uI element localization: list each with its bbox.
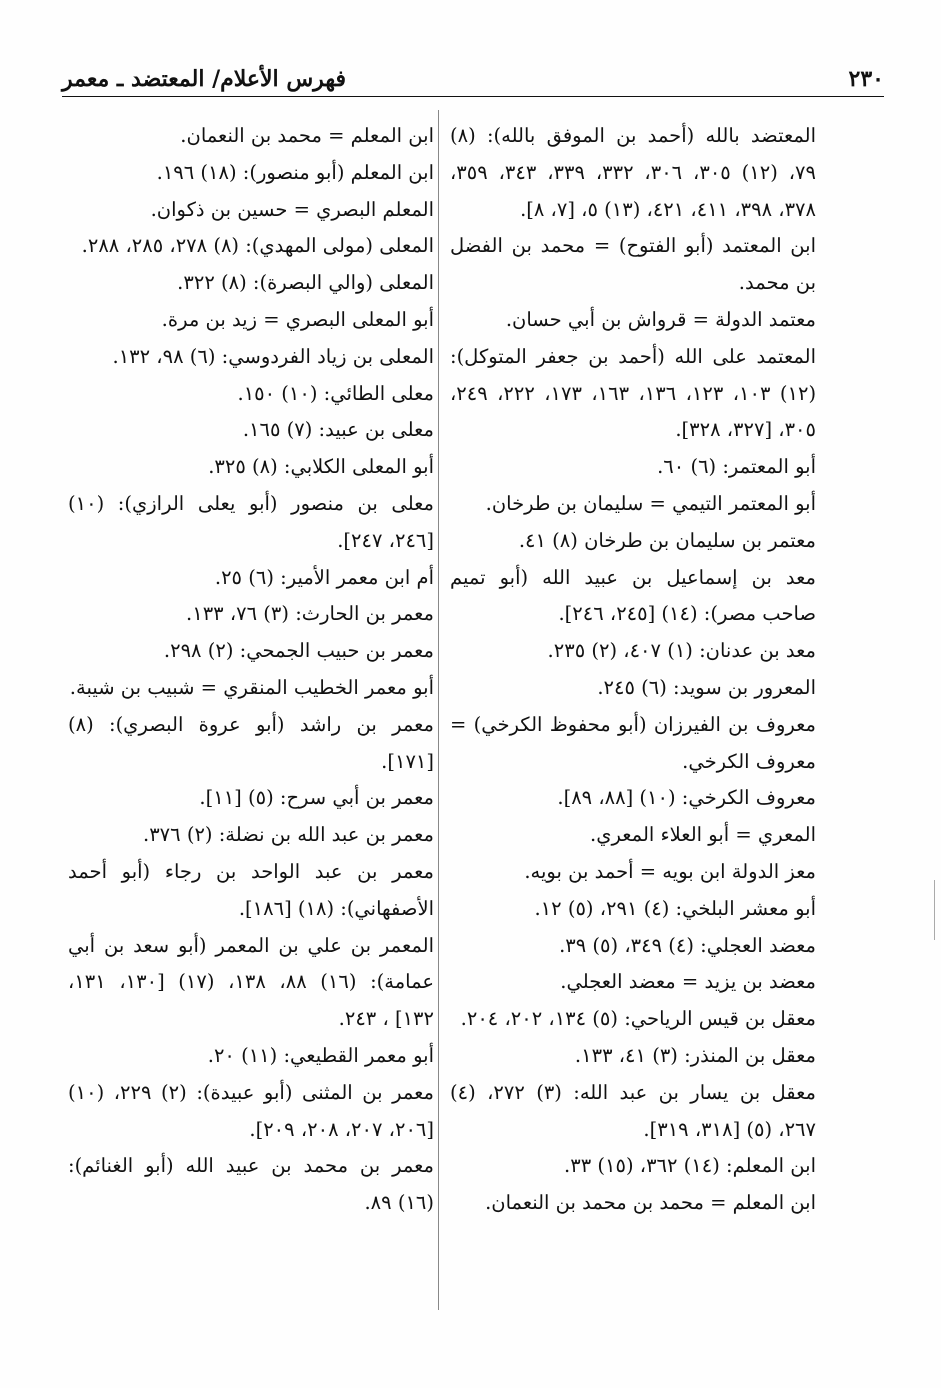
index-entry: معد بن إسماعيل بن عبيد الله (أبو تميم صاحب مصر): (١٤) [٢٤٥، ٢٤٦]. (450, 565, 816, 626)
index-entry: معقل بن المنذر: (٣) ٤١، ١٣٣. (574, 1043, 816, 1067)
index-entry: أم ابن معمر الأمير: (٦) ٢٥. (214, 565, 434, 589)
index-entry: معمر بن الحارث: (٣) ٧٦، ١٣٣. (186, 602, 434, 626)
index-entry: ابن المعلم (أبو منصور): (١٨) ١٩٦. (156, 160, 434, 184)
right-column (450, 118, 816, 1222)
column-divider (438, 110, 439, 1310)
index-entry: معلى الطائي: (١٠) ١٥٠. (237, 381, 434, 405)
scan-edge-mark (934, 880, 935, 940)
index-entry: أبو معمر القطيعي: (١١) ٢٠. (207, 1043, 434, 1067)
index-entry: معمر بن راشد (أبو عروة البصري): (٨) [١٧١]. (68, 712, 434, 773)
index-entry: ابن المعلم = محمد بن محمد بن النعمان. (485, 1191, 816, 1215)
index-entry: معلى بن عبيد: (٧) ١٦٥. (242, 418, 434, 442)
index-entry: المعتضد بالله (أحمد بن الموفق بالله): (٨) ٧٩، (١٢) ٣٠٥، ٣٠٦، ٣٣٢، ٣٣٩، ٣٤٣، ٣٥٩، ٣٧٨، ٣٩٨، ٤١١، ٤٢١، (١٣) ٥، [٧، ٨]. (450, 124, 816, 221)
index-entry: معمر بن عبد الواحد بن رجاء (أبو أحمد الأصفهاني): (١٨) [١٨٦]. (68, 859, 434, 920)
index-entry: معز الدولة ابن بويه = أحمد بن بويه. (524, 859, 816, 883)
left-column (68, 118, 434, 1222)
index-entry: معتمد الدولة = قرواش بن أبي حسان. (505, 307, 816, 331)
index-entry: معمر بن حبيب الجمحي: (٢) ٢٩٨. (163, 639, 434, 663)
index-entry: المعلم البصري = حسين بن ذكوان. (150, 197, 434, 221)
index-entry: أبو المعلى البصري = زيد بن مرة. (161, 307, 434, 331)
index-entry: معلى بن منصور (أبو يعلى الرازي): (١٠) [٢٤٦، ٢٤٧]. (68, 491, 434, 552)
index-entry: ابن المعلم = محمد بن النعمان. (180, 124, 434, 147)
index-entry: معضد بن يزيد = معضد العجلي. (560, 970, 816, 994)
index-entry: المعمر بن علي بن المعمر (أبو سعد بن أبي عمامة): (١٦) ٨٨، ١٣٨، (١٧) [١٣٠، ١٣١، ١٣٢] ، ٢٤٣. (68, 933, 435, 1031)
index-entry: المعتمد على الله (أحمد بن جعفر المتوكل): (١٢) ١٠٣، ١٢٣، ١٣٦، ١٦٣، ١٧٣، ٢٢٢، ٢٤٩، ٣٠٥، [٣٢٧، ٣٢٨]. (450, 344, 817, 442)
index-entry: معروف الكرخي: (١٠) [٨٨، ٨٩]. (557, 786, 816, 810)
index-entry: معقل بن قيس الرياحي: (٥) ١٣٤، ٢٠٢، ٢٠٤. (460, 1007, 816, 1031)
index-entry: أبو المعلى الكلابي: (٨) ٣٢٥. (208, 455, 434, 479)
index-entry: معروف بن الفيرزان (أبو محفوظ الكرخي) = معروف الكرخي. (450, 712, 816, 773)
index-entry: المعلى (مولى المهدي): (٨) ٢٧٨، ٢٨٥، ٢٨٨. (81, 234, 434, 258)
index-entry: أبو معمر الخطيب المنقري = شبيب بن شيبة. (69, 675, 434, 699)
index-entry: المعلى (والي البصرة): (٨) ٣٢٢. (177, 271, 434, 295)
index-entry: ابن المعتمد (أبو الفتوح) = محمد بن الفضل بن محمد. (450, 234, 816, 295)
index-entry: أبو المعتمر التيمي = سليمان بن طرخان. (485, 491, 816, 515)
index-entry: المعرور بن سويد: (٦) ٢٤٥. (597, 675, 816, 699)
index-entry: معتمر بن سليمان بن طرخان (٨) ٤١. (518, 528, 816, 552)
index-entry: معقل بن يسار بن عبد الله: (٣) ٢٧٢، (٤) ٢٦٧، (٥) [٣١٨، ٣١٩]. (450, 1080, 816, 1141)
index-entry: المعري = أبو العلاء المعري. (590, 823, 816, 847)
page-number: ٢٣٠ (848, 66, 884, 92)
index-entry: معمر بن محمد بن عبيد الله (أبو الغنائم): (١٦) ٨٩. (68, 1154, 434, 1215)
index-entry: معضد العجلي: (٤) ٣٤٩، (٥) ٣٩. (559, 933, 816, 957)
index-entry: ابن المعلم: (١٤) ٣٦٢، (١٥) ٣٣. (564, 1154, 816, 1178)
running-title: فهرس الأعلام/ المعتضد ـ معمر (62, 66, 346, 92)
index-entry: أبو معشر البلخي: (٤) ٢٩١، (٥) ١٢. (534, 896, 816, 920)
page-header (62, 52, 884, 97)
index-entry: معمر بن أبي سرح: (٥) [١١]. (199, 786, 434, 810)
index-entry: معمر بن عبد الله بن نضلة: (٢) ٣٧٦. (143, 823, 434, 847)
index-entry: المعلى بن زياد الفردوسي: (٦) ٩٨، ١٣٢. (112, 344, 434, 368)
index-entry: معمر بن المثنى (أبو عبيدة): (٢) ٢٢٩، (١٠) [٢٠٦، ٢٠٧، ٢٠٨، ٢٠٩]. (68, 1080, 434, 1141)
index-entry: أبو المعتمر: (٦) ٦٠. (657, 455, 816, 479)
index-entry: معد بن عدنان: (١) ٤٠٧، (٢) ٢٣٥. (547, 639, 816, 663)
